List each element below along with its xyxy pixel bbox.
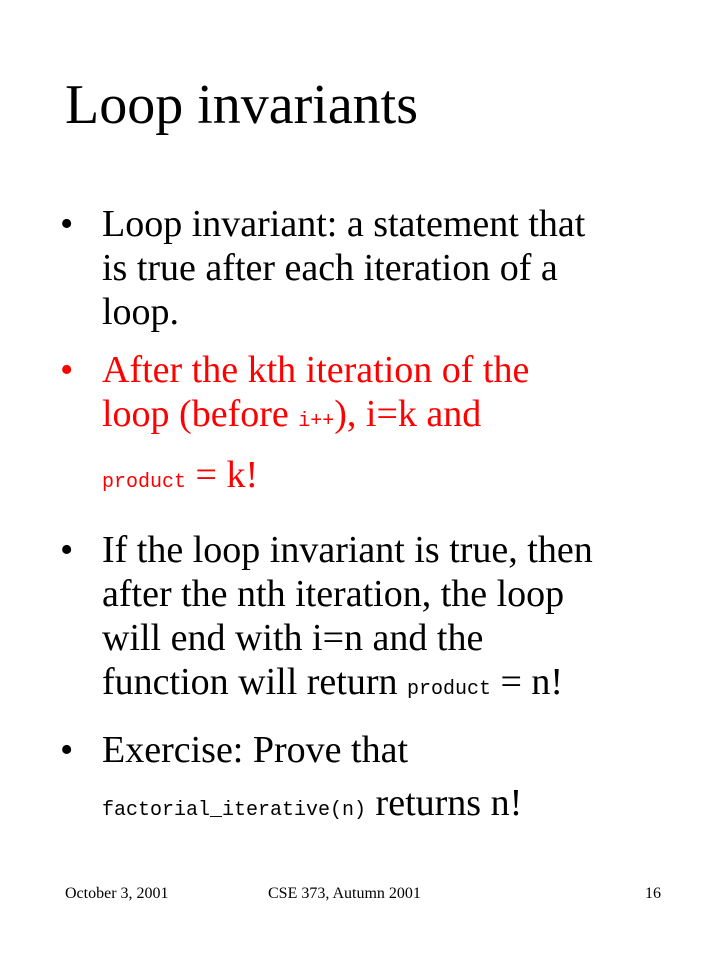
- text-segment: function will return: [102, 661, 407, 703]
- bullet-marker: •: [60, 529, 74, 571]
- code-snippet: factorial_iterative(n): [102, 799, 367, 822]
- bullet-item-conclusion: [60, 528, 700, 712]
- bullet-marker: •: [60, 349, 74, 391]
- slide-title: Loop invariants: [65, 74, 419, 136]
- bullet-text-line: [102, 660, 700, 712]
- bullet-text-line: [102, 444, 700, 514]
- code-snippet: product: [102, 471, 187, 494]
- bullet-text-line: After the kth iteration of the: [102, 349, 530, 391]
- bullet-text-line: Exercise: Prove that: [102, 729, 409, 771]
- bullet-marker: •: [60, 729, 74, 771]
- footer-course: CSE 373, Autumn 2001: [268, 885, 421, 902]
- bullet-text-line: If the loop invariant is true, then: [102, 529, 593, 571]
- bullet-item-definition: [60, 202, 700, 334]
- bullet-text-line: [102, 392, 700, 444]
- bullet-list: [60, 202, 700, 842]
- text-segment: returns n!: [366, 782, 523, 824]
- bullet-text-line: is true after each iteration of a: [102, 247, 558, 289]
- bullet-item-exercise: [60, 728, 700, 842]
- bullet-text-line: after the nth iteration, the loop: [102, 573, 565, 615]
- bullet-marker: •: [60, 203, 74, 245]
- bullet-text-line: loop.: [102, 291, 180, 333]
- code-snippet: product: [406, 678, 491, 701]
- text-segment: = n!: [491, 661, 564, 703]
- bullet-item-kth-iteration: [60, 348, 700, 514]
- footer-page-number: 16: [645, 885, 661, 902]
- footer-date: October 3, 2001: [65, 885, 169, 902]
- text-segment: = k!: [186, 454, 259, 496]
- text-segment: loop (before: [102, 393, 299, 435]
- bullet-text-line: will end with i=n and the: [102, 617, 484, 659]
- bullet-text-line: [102, 772, 700, 842]
- text-segment: ), i=k and: [334, 393, 482, 435]
- code-snippet: i++: [298, 410, 335, 433]
- bullet-text-line: Loop invariant: a statement that: [102, 203, 586, 245]
